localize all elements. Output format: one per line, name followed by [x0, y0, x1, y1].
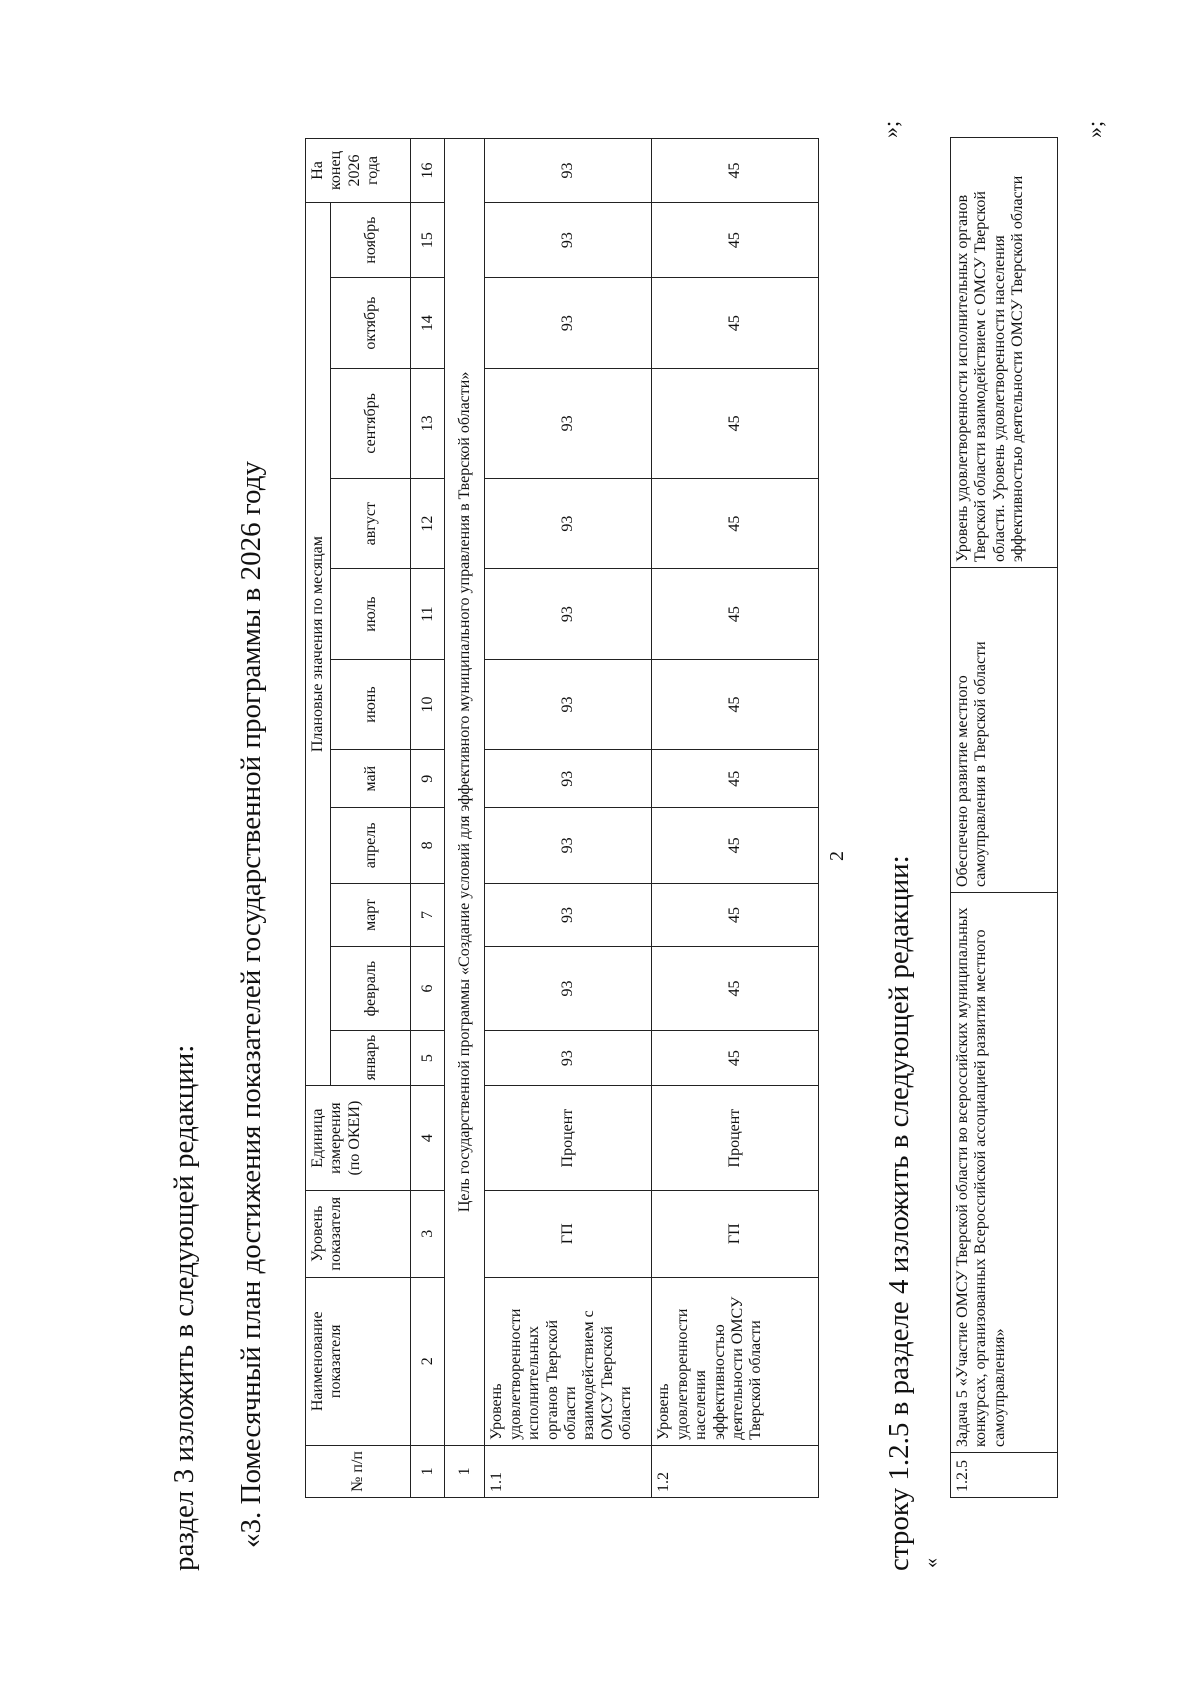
row-value: 93 [485, 883, 652, 947]
column-number: 1 [411, 1445, 445, 1497]
closing-quote: »; [1082, 120, 1107, 138]
row-value: 45 [652, 808, 819, 883]
row-value: 45 [652, 569, 819, 659]
row-value: 45 [652, 278, 819, 368]
table-row [485, 139, 652, 1498]
row-value: 93 [485, 202, 652, 278]
row-value: 93 [485, 1030, 652, 1086]
header-unit: Единица измерения (по ОКЕИ) [306, 1086, 411, 1190]
header-month: февраль [331, 947, 411, 1030]
row-unit: Процент [652, 1086, 819, 1190]
header-name: Наименование показателя [306, 1277, 411, 1445]
column-number: 10 [411, 659, 445, 749]
row-value: 93 [485, 659, 652, 749]
row-value: 45 [652, 750, 819, 808]
header-planned: Плановые значения по месяцам [306, 202, 331, 1086]
goal-num: 1 [445, 1445, 485, 1497]
column-number: 13 [411, 368, 445, 478]
header-level: Уровень показателя [306, 1190, 411, 1277]
opening-quote: « [920, 1558, 942, 1568]
row-value: 45 [652, 202, 819, 278]
row-level: ГП [485, 1190, 652, 1277]
row-name: Уровень удовлетворенности населения эффективностью деятельности ОМСУ Тверской области [652, 1277, 819, 1445]
header-month: август [331, 478, 411, 568]
task-text: Задача 5 «Участие ОМСУ Тверской области во всероссийских муниципальных конкурсах, организованных Всероссийской ассоциацией развития местного самоуправления» [951, 893, 1058, 1453]
header-month: январь [331, 1030, 411, 1086]
row-name: Уровень удовлетворенности исполнительных органов Тверской области взаимодействием с ОМСУ Тверской области [485, 1277, 652, 1445]
goal-row [445, 139, 485, 1498]
task-indicators: Уровень удовлетворенности исполнительных органов Тверской области взаимодействием с ОМСУ Тверской области. Уровень удовлетворенности населения эффективностью деятельности ОМСУ Тверской области [951, 138, 1058, 568]
column-number: 2 [411, 1277, 445, 1445]
column-number: 6 [411, 947, 445, 1030]
row-value: 93 [485, 947, 652, 1030]
column-number: 16 [411, 139, 445, 203]
page-number: 2 [826, 851, 848, 861]
row-unit: Процент [485, 1086, 652, 1190]
header-month: октябрь [331, 278, 411, 368]
table-row [652, 139, 819, 1498]
row-value: 93 [485, 569, 652, 659]
row-level: ГП [652, 1190, 819, 1277]
row-value: 45 [652, 883, 819, 947]
row-value: 45 [652, 659, 819, 749]
header-month: март [331, 883, 411, 947]
intro-text: раздел 3 изложить в следующей редакции: [168, 1044, 200, 1571]
header-end-year: На конец 2026 года [306, 139, 411, 203]
column-number: 3 [411, 1190, 445, 1277]
header-month: июнь [331, 659, 411, 749]
closing-quote: »; [878, 120, 903, 138]
header-month: апрель [331, 808, 411, 883]
row-value: 93 [485, 278, 652, 368]
column-number: 12 [411, 478, 445, 568]
header-month: ноябрь [331, 202, 411, 278]
header-month: июль [331, 569, 411, 659]
column-number-row [411, 139, 445, 1498]
column-number: 9 [411, 750, 445, 808]
row-end-year: 93 [485, 139, 652, 203]
row-value: 93 [485, 750, 652, 808]
column-number: 11 [411, 569, 445, 659]
column-number: 5 [411, 1030, 445, 1086]
monthly-plan-table [305, 138, 819, 1498]
row-value: 45 [652, 1030, 819, 1086]
row-value: 45 [652, 478, 819, 568]
goal-text: Цель государственной программы «Создание условий для эффективного муниципального управления в Тверской области» [445, 139, 485, 1446]
row-value: 45 [652, 947, 819, 1030]
header-month: сентябрь [331, 368, 411, 478]
row-num: 1.2 [652, 1445, 819, 1497]
task-table [950, 137, 1058, 1498]
row-value: 93 [485, 478, 652, 568]
row-value: 93 [485, 368, 652, 478]
row-num: 1.1 [485, 1445, 652, 1497]
header-month: май [331, 750, 411, 808]
task-num: 1.2.5 [951, 1453, 1058, 1498]
column-number: 8 [411, 808, 445, 883]
column-number: 4 [411, 1086, 445, 1190]
column-number: 14 [411, 278, 445, 368]
row-value: 45 [652, 368, 819, 478]
column-number: 15 [411, 202, 445, 278]
row-end-year: 45 [652, 139, 819, 203]
header-num: № п/п [306, 1445, 411, 1497]
table-row [951, 138, 1058, 1498]
intro-text-2: строку 1.2.5 в разделе 4 изложить в следующей редакции: [883, 855, 915, 1571]
column-number: 7 [411, 883, 445, 947]
section-title: «3. Помесячный план достижения показателей государственной программы в 2026 году [235, 461, 267, 1548]
row-value: 93 [485, 808, 652, 883]
task-result: Обеспечено развитие местного самоуправления в Тверской области [951, 568, 1058, 893]
